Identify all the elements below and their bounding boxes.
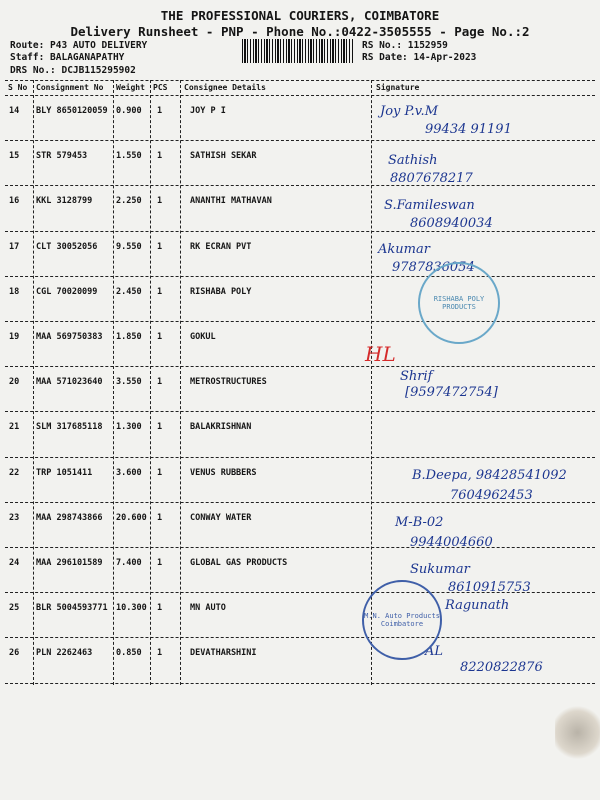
row-consignee: VENUS RUBBERS xyxy=(190,467,257,478)
row-sno: 23 xyxy=(9,512,20,523)
row-sno: 24 xyxy=(9,558,20,568)
table-top-border xyxy=(5,80,595,81)
row-consignee: RK ECRAN PVT xyxy=(190,241,252,252)
row-signature: B.Deepa, 98428541092 xyxy=(412,467,567,483)
row-weight: 1.550 xyxy=(116,151,142,162)
row-signature: AL xyxy=(425,644,444,660)
row-sno: 15 xyxy=(9,151,20,162)
col-header-signature: Signature xyxy=(376,83,420,92)
row-weight: 0.850 xyxy=(116,648,142,659)
row-pcs: 1 xyxy=(157,332,163,342)
row-pcs: 1 xyxy=(157,106,163,116)
row-sno: 21 xyxy=(9,422,20,433)
row-pcs: 1 xyxy=(157,422,163,433)
row-consignee: GLOBAL GAS PRODUCTS xyxy=(190,558,288,568)
row-pcs: 1 xyxy=(157,241,163,252)
row-consignment-no: KKL 3128799 xyxy=(36,196,93,207)
route-label: Route: P43 AUTO DELIVERY xyxy=(10,40,148,51)
row-signature: Akumar xyxy=(378,241,430,257)
row-divider xyxy=(5,185,595,186)
row-consignee: DEVATHARSHINI xyxy=(190,648,257,659)
row-weight: 3.550 xyxy=(116,377,142,388)
row-sno: 25 xyxy=(9,603,20,614)
row-sno: 22 xyxy=(9,467,20,478)
row-divider xyxy=(5,140,595,141)
row-weight: 7.400 xyxy=(116,558,142,568)
row-consignee: CONWAY WATER xyxy=(190,512,252,523)
row-consignment-no: PLN 2262463 xyxy=(36,648,93,659)
row-pcs: 1 xyxy=(157,377,163,388)
row-signature-phone: 99434 91191 xyxy=(425,122,512,137)
row-consignment-no: BLR 5004593771 xyxy=(36,603,108,614)
row-signature: M-B-02 xyxy=(395,514,444,530)
row-weight: 3.600 xyxy=(116,467,142,478)
row-divider xyxy=(5,276,595,277)
row-pcs: 1 xyxy=(157,512,163,523)
row-weight: 10.300 xyxy=(116,603,147,614)
row-weight: 2.250 xyxy=(116,196,142,207)
col-header-weight: Weight xyxy=(116,83,145,92)
rishaba-stamp-text: RISHABA POLY PRODUCTS xyxy=(433,295,485,311)
row-divider xyxy=(5,592,595,593)
row-consignee: BALAKRISHNAN xyxy=(190,422,252,433)
col-header-consignee: Consignee Details xyxy=(184,83,266,92)
row-pcs: 1 xyxy=(157,286,163,297)
row-consignment-no: TRP 1051411 xyxy=(36,467,93,478)
row-consignment-no: SLM 317685118 xyxy=(36,422,103,433)
col-header-consignment: Consignment No xyxy=(36,83,104,92)
row-signature-phone: 9787836054 xyxy=(392,259,475,275)
row-consignee: RISHABA POLY xyxy=(190,286,252,297)
row-sno: 17 xyxy=(9,241,20,252)
col-header-pcs: PCS xyxy=(153,83,168,92)
row-consignee: MN AUTO xyxy=(190,603,226,614)
row-consignment-no: MAA 298743866 xyxy=(36,512,103,523)
row-consignment-no: STR 579453 xyxy=(36,151,88,162)
rishaba-stamp xyxy=(418,262,500,344)
row-signature-phone: 7604962453 xyxy=(450,487,533,503)
drs-label: DRS No.: DCJB115295902 xyxy=(10,65,136,76)
barcode xyxy=(242,39,354,63)
staff-label: Staff: BALAGANAPATHY xyxy=(10,52,125,63)
row-sno: 18 xyxy=(9,286,20,297)
row-divider xyxy=(5,366,595,367)
row-consignee: SATHISH SEKAR xyxy=(190,151,257,162)
rs-number: RS No.: 1152959 xyxy=(362,40,448,51)
header-bottom-border xyxy=(5,95,595,96)
mn-auto-stamp xyxy=(362,580,442,660)
row-consignment-no: CGL 70020099 xyxy=(36,286,98,297)
row-signature: S.Famileswan xyxy=(384,198,475,214)
row-consignment-no: MAA 569750383 xyxy=(36,332,103,342)
row-divider xyxy=(5,457,595,458)
row-divider xyxy=(5,683,595,684)
row-weight: 1.300 xyxy=(116,422,142,433)
row-signature-phone: 8610915753 xyxy=(448,580,531,595)
row-signature-phone: 8807678217 xyxy=(390,171,473,187)
page-smudge xyxy=(555,705,600,760)
row-signature-phone: 8608940034 xyxy=(410,216,493,232)
row-signature-phone: 9944004660 xyxy=(410,534,493,550)
row-consignee: METROSTRUCTURES xyxy=(190,377,267,388)
row-consignment-no: BLY 8650120059 xyxy=(36,106,108,116)
mn-auto-stamp-text: M.N. Auto Products Coimbatore xyxy=(364,612,440,628)
row-pcs: 1 xyxy=(157,467,163,478)
row-pcs: 1 xyxy=(157,558,163,568)
row-divider xyxy=(5,231,595,232)
row-sno: 16 xyxy=(9,196,20,207)
row-weight: 2.450 xyxy=(116,286,142,297)
row-consignee: GOKUL xyxy=(190,332,216,342)
row-consignment-no: MAA 296101589 xyxy=(36,558,103,568)
row-signature-phone: [9597472754] xyxy=(405,385,498,401)
row-divider xyxy=(5,321,595,322)
row-signature: Sukumar xyxy=(410,562,470,577)
row-pcs: 1 xyxy=(157,648,163,659)
col-divider xyxy=(150,80,151,685)
row-divider xyxy=(5,411,595,412)
col-divider xyxy=(180,80,181,685)
col-divider xyxy=(113,80,114,685)
row-consignment-no: CLT 30052056 xyxy=(36,241,98,252)
row-weight: 20.600 xyxy=(116,512,147,523)
row-weight: 1.850 xyxy=(116,332,142,342)
row-signature-phone: 8220822876 xyxy=(460,660,543,676)
handwritten-annotation: HL xyxy=(365,342,396,366)
row-divider xyxy=(5,502,595,503)
col-divider xyxy=(33,80,34,685)
row-weight: 9.550 xyxy=(116,241,142,252)
runsheet-subtitle: Delivery Runsheet - PNP - Phone No.:0422-3505555 - Page No.:2 xyxy=(70,24,530,39)
row-sno: 26 xyxy=(9,648,20,659)
row-signature: Joy P.v.M xyxy=(380,104,439,119)
row-signature: Shrif xyxy=(400,369,433,385)
col-header-sno: S No xyxy=(8,83,28,92)
row-divider xyxy=(5,637,595,638)
row-consignee: ANANTHI MATHAVAN xyxy=(190,196,272,207)
row-pcs: 1 xyxy=(157,196,163,207)
row-signature: Ragunath xyxy=(445,598,510,614)
row-sno: 20 xyxy=(9,377,20,388)
row-signature: Sathish xyxy=(388,153,438,169)
row-pcs: 1 xyxy=(157,151,163,162)
runsheet-title: THE PROFESSIONAL COURIERS, COIMBATORE xyxy=(160,8,440,23)
row-pcs: 1 xyxy=(157,603,163,614)
row-consignee: JOY P I xyxy=(190,106,226,116)
row-divider xyxy=(5,547,595,548)
row-sno: 14 xyxy=(9,106,20,116)
row-consignment-no: MAA 571023640 xyxy=(36,377,103,388)
row-weight: 0.900 xyxy=(116,106,142,116)
row-sno: 19 xyxy=(9,332,20,342)
rs-date: RS Date: 14-Apr-2023 xyxy=(362,52,477,63)
